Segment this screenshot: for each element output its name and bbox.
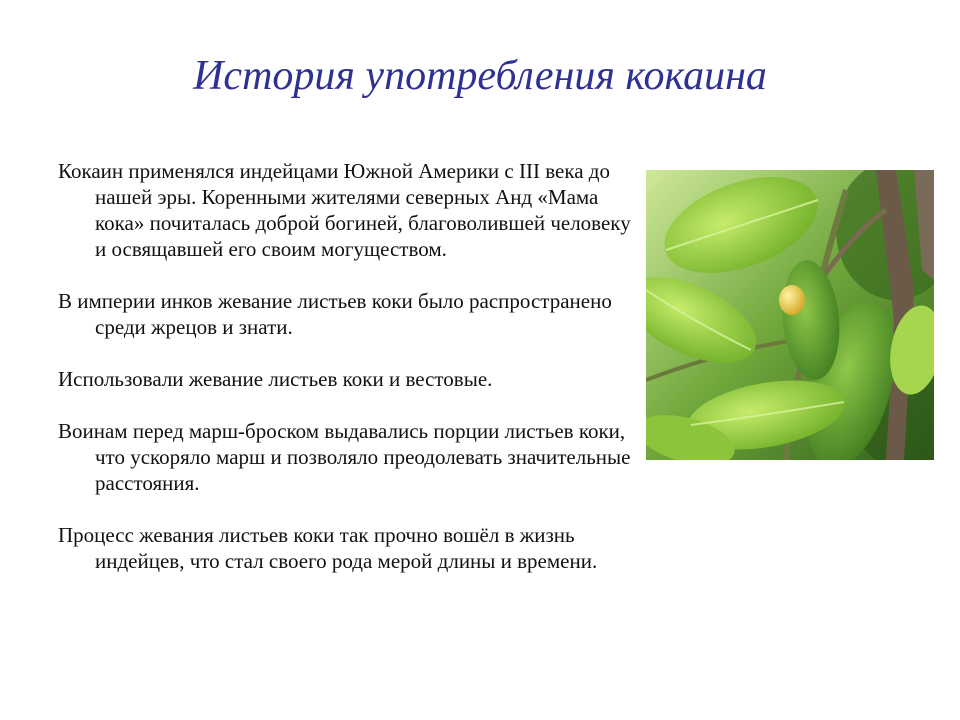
paragraph-messengers: Использовали жевание листьев коки и вестовые. <box>58 367 493 391</box>
slide-title: История употребления кокаина <box>193 53 767 99</box>
coca-plant-photo <box>646 170 934 460</box>
paragraph-warriors: Воинам перед марш-броском выдавались порции листьев коки, что ускоряло марш и позволяло преодолевать значительные расстояния. <box>58 419 631 495</box>
slide-body <box>58 158 644 600</box>
paragraph-incas: В империи инков жевание листьев коки было распространено среди жрецов и знати. <box>58 289 612 339</box>
paragraph-history: Кокаин применялся индейцами Южной Америки с III века до нашей эры. Коренными жителями северных Анд «Мама кока» почиталась доброй богиней, благоволившей человеку и освящавшей его своим могуществом. <box>58 159 631 261</box>
paragraph-measure: Процесс жевания листьев коки так прочно вошёл в жизнь индейцев, что стал своего рода мерой длины и времени. <box>58 523 598 573</box>
